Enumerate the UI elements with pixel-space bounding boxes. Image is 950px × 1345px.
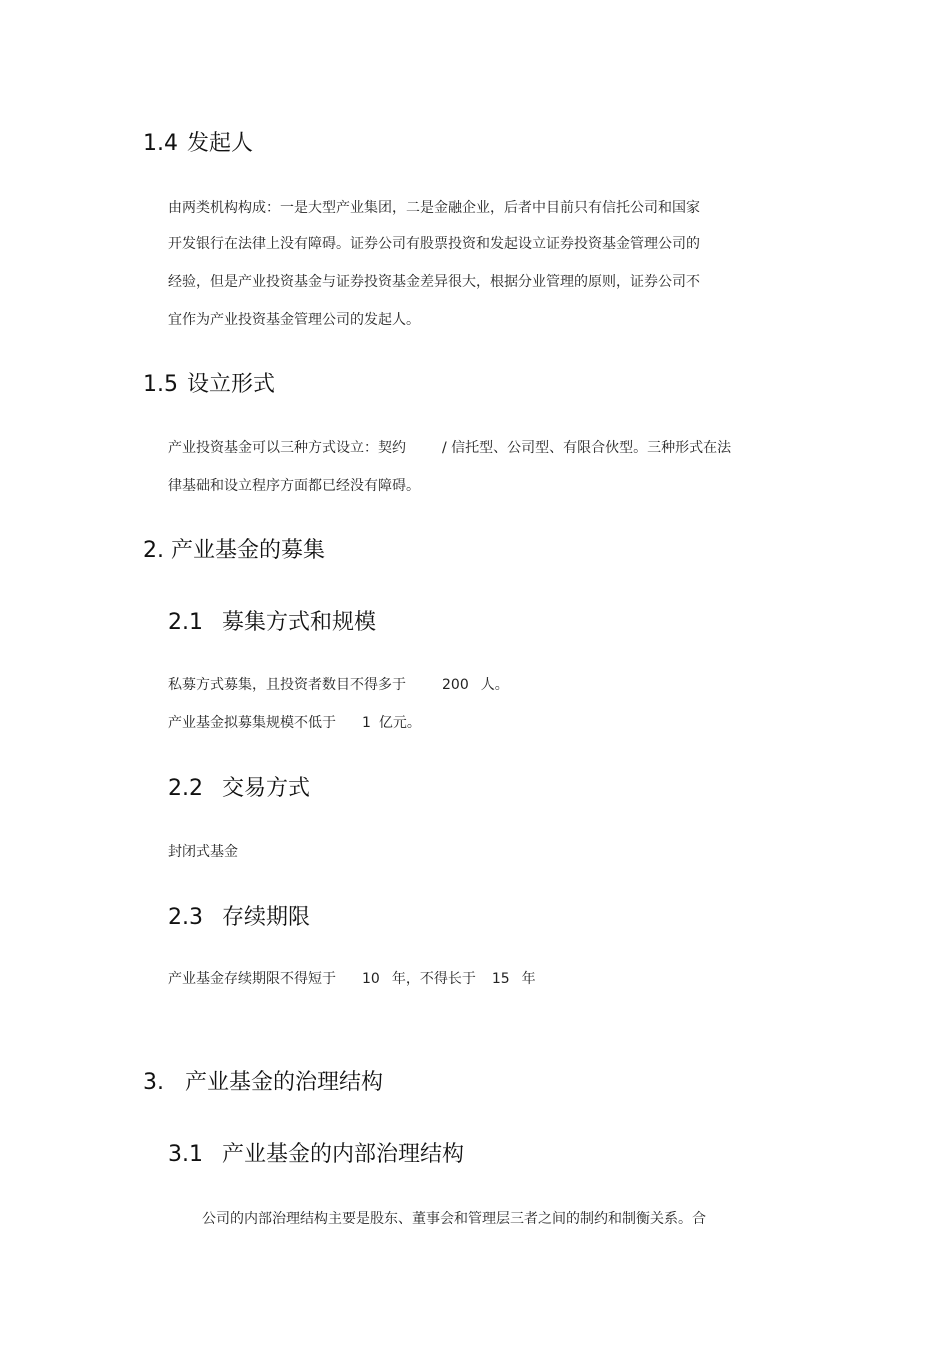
heading-number: 2.1	[168, 610, 203, 635]
heading-2-2	[168, 776, 310, 802]
heading-3-1	[168, 1142, 464, 1168]
paragraph-line	[168, 438, 731, 458]
paragraph-line: 开发银行在法律上没有障碍。证券公司有股票投资和发起设立证券投资基金管理公司的	[168, 236, 700, 252]
heading-title: 募集方式和规模	[222, 610, 377, 635]
paragraph-line	[168, 969, 536, 989]
heading-2-3	[168, 905, 310, 931]
number-value: 200	[442, 677, 469, 693]
paragraph-line	[168, 675, 509, 695]
text-segment: 年	[521, 971, 536, 987]
text-segment: 年，不得长于	[391, 971, 476, 987]
text-segment: 产业投资基金可以三种方式设立：契约	[168, 440, 406, 456]
heading-title: 交易方式	[222, 776, 311, 801]
heading-title: 产业基金的内部治理结构	[222, 1142, 465, 1167]
heading-title: 产业基金的募集	[171, 538, 326, 563]
text-segment: / 信托型、公司型、有限合伙型。三种形式在法	[442, 440, 732, 456]
paragraph-line	[168, 713, 421, 733]
text-segment: 私募方式募集，且投资者数目不得多于	[168, 677, 406, 693]
heading-number: 2.3	[168, 905, 203, 930]
number-value: 1	[362, 715, 371, 731]
heading-number: 1.5	[143, 372, 178, 397]
heading-number: 1.4	[143, 131, 178, 156]
heading-2	[143, 538, 325, 564]
heading-3	[143, 1070, 383, 1096]
paragraph-line: 公司的内部治理结构主要是股东、董事会和管理层三者之间的制约和制衡关系。合	[202, 1211, 706, 1227]
heading-2-1	[168, 610, 376, 636]
paragraph-line: 经验，但是产业投资基金与证券投资基金差异很大，根据分业管理的原则，证券公司不	[168, 274, 700, 290]
heading-number: 2.	[143, 538, 164, 563]
heading-number: 2.2	[168, 776, 203, 801]
paragraph-line: 由两类机构构成：一是大型产业集团，二是金融企业，后者中目前只有信托公司和国家	[168, 200, 700, 216]
text-segment: 人。	[480, 677, 509, 693]
paragraph-line: 律基础和设立程序方面都已经没有障碍。	[168, 478, 420, 494]
number-value: 15	[491, 971, 510, 987]
paragraph-line: 封闭式基金	[168, 844, 238, 860]
text-segment: 产业基金存续期限不得短于	[168, 971, 336, 987]
heading-number: 3.	[143, 1070, 164, 1095]
heading-title: 存续期限	[222, 905, 311, 930]
heading-number: 3.1	[168, 1142, 203, 1167]
number-value: 10	[362, 971, 380, 987]
heading-1-4	[143, 131, 253, 157]
heading-1-5	[143, 372, 275, 398]
heading-title: 产业基金的治理结构	[185, 1070, 384, 1095]
heading-title: 发起人	[187, 131, 254, 156]
heading-title: 设立形式	[187, 372, 276, 397]
text-segment: 产业基金拟募集规模不低于	[168, 715, 336, 731]
text-segment: 亿元。	[378, 715, 421, 731]
paragraph-line: 宜作为产业投资基金管理公司的发起人。	[168, 312, 420, 328]
